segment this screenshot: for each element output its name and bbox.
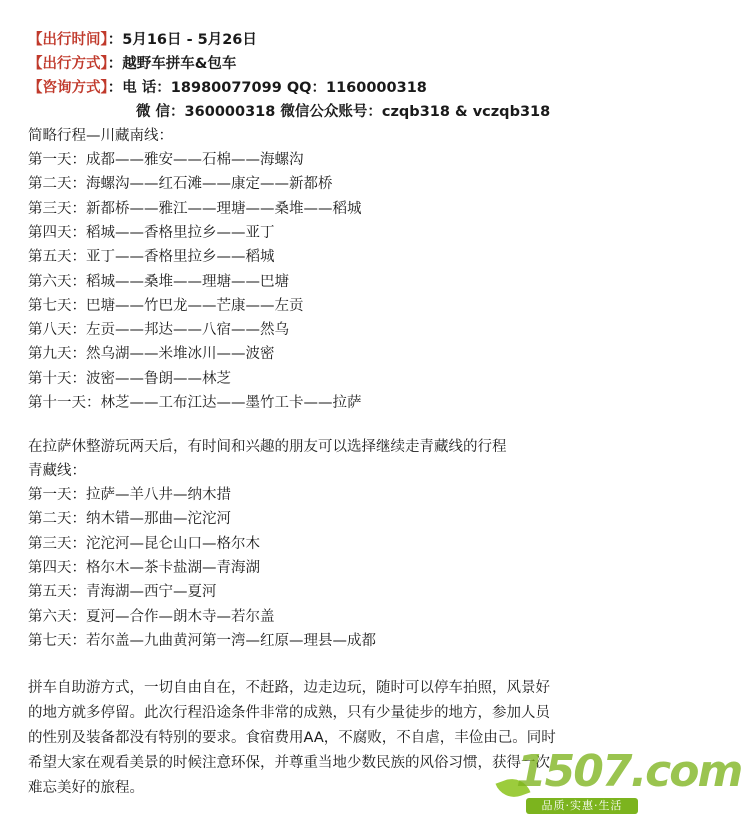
contact-value: ：电 话：18980077099 QQ：1160000318 (107, 80, 427, 96)
header-mode (28, 52, 236, 76)
description-line: 拼车自助游方式，一切自由自在，不赶路，边走边玩，随时可以停车拍照，风景好 (28, 680, 550, 696)
itinerary-day: 第九天：然乌湖——米堆冰川——波密 (28, 346, 275, 363)
itinerary-day: 第十一天：林芝——工布江达——墨竹工卡——拉萨 (28, 395, 362, 411)
itinerary-day: 第四天：格尔木—茶卡盐湖—青海湖 (28, 559, 260, 576)
itinerary-day: 第三天：沱沱河—昆仑山口—格尔木 (28, 535, 260, 552)
itinerary-day: 第一天：拉萨—羊八井—纳木措 (28, 487, 231, 503)
itinerary-day: 第六天：夏河—合作—朗木寺—若尔盖 (28, 608, 275, 625)
header-time (28, 28, 257, 52)
route1-title: 简略行程—川藏南线： (28, 128, 173, 144)
itinerary-day: 第二天：海螺沟——红石滩——康定——新都桥 (28, 176, 333, 193)
header-contact-line2: 微 信：360000318 微信公众账号：czqb318 & vczqb318 (136, 104, 551, 120)
description-line: 的性别及装备都没有特别的要求。食宿费用AA，不腐败，不自虐，丰俭由己。同时 (28, 730, 556, 746)
description-line: 希望大家在观看美景的时候注意环保，并尊重当地少数民族的风俗习惯，获得一次 (28, 755, 550, 771)
itinerary-day: 第七天：若尔盖—九曲黄河第一湾—红原—理县—成都 (28, 632, 376, 649)
watermark-tagline: 品质·实惠·生活 (526, 798, 638, 814)
itinerary-day: 第五天：亚丁——香格里拉乡——稻城 (28, 249, 275, 266)
transition-text: 在拉萨休整游玩两天后，有时间和兴趣的朋友可以选择继续走青藏线的行程 (28, 439, 507, 455)
watermark-logo: 1507.com (516, 746, 741, 797)
description-line: 难忘美好的旅程。 (28, 780, 144, 796)
itinerary-day: 第六天：稻城——桑堆——理塘——巴塘 (28, 273, 289, 290)
site-watermark (478, 746, 741, 816)
itinerary-day: 第七天：巴塘——竹巴龙——芒康——左贡 (28, 297, 304, 314)
time-value: ：5月16日 - 5月26日 (107, 32, 257, 48)
itinerary-day: 第五天：青海湖—西宁—夏河 (28, 584, 217, 601)
contact-label: 【咨询方式】 (28, 80, 108, 96)
header-contact (28, 76, 427, 100)
itinerary-day: 第四天：稻城——香格里拉乡——亚丁 (28, 224, 275, 241)
itinerary-day: 第二天：纳木错—那曲—沱沱河 (28, 511, 231, 528)
mode-value: ：越野车拼车&包车 (107, 56, 237, 72)
route2-title: 青藏线： (28, 463, 86, 479)
time-label: 【出行时间】 (28, 32, 108, 48)
itinerary-day: 第八天：左贡——邦达——八宿——然乌 (28, 322, 289, 339)
itinerary-day: 第三天：新都桥——雅江——理塘——桑堆——稻城 (28, 200, 362, 217)
itinerary-day: 第一天：成都——雅安——石棉——海螺沟 (28, 152, 304, 168)
itinerary-day: 第十天：波密——鲁朗——林芝 (28, 370, 231, 387)
mode-label: 【出行方式】 (28, 56, 108, 72)
description-line: 的地方就多停留。此次行程沿途条件非常的成熟，只有少量徒步的地方，参加人员 (28, 705, 550, 721)
